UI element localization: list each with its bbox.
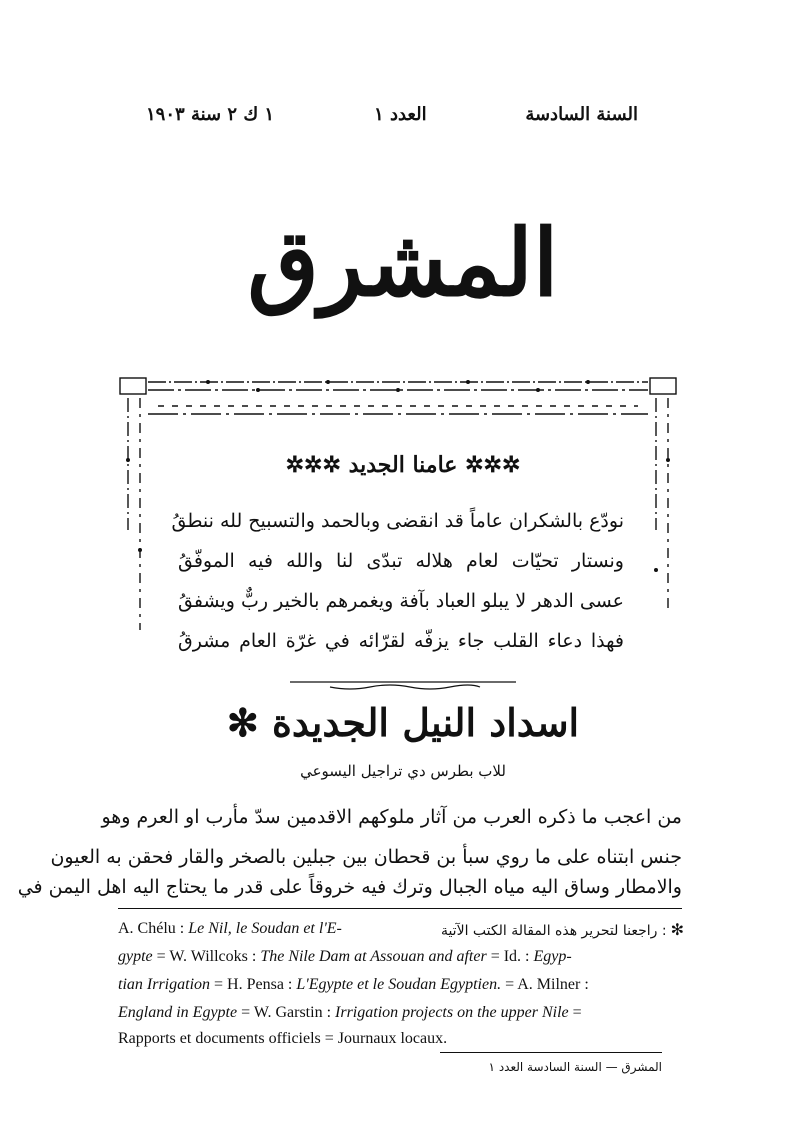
footnote-title: L'Egypte et le Soudan Egyptien. [296, 976, 502, 993]
footnote-line [118, 948, 684, 966]
footnote-intro: راجعنا لتحرير هذه المقالة الكتب الآتية : [440, 923, 667, 939]
footnote-title: The Nile Dam at Assouan and after [260, 948, 487, 965]
footnote-citation: = W. Garstin : [237, 1004, 336, 1021]
footnote-citation: = H. Pensa : [210, 976, 297, 993]
running-footer: المشرق — السنة السادسة العدد ١ [488, 1060, 662, 1074]
poem-title: ✲✲✲ عامنا الجديد ✲✲✲ [285, 452, 521, 478]
masthead-title: المشرق [247, 209, 559, 317]
footnote-citation: = W. Willcoks : [152, 948, 261, 965]
footnote-title: gypte [118, 948, 153, 965]
footnote-line [118, 976, 684, 994]
poem-line: نودّع بالشكران عاماً قد انقضى وبالحمد والتسبيح لله ننطقُ [171, 510, 624, 532]
footnote-title: Irrigation projects on the upper Nile [335, 1004, 569, 1021]
article-author: للاب بطرس دي تراجيل اليسوعي [300, 762, 506, 780]
footnote-line: Rapports et documents officiels = Journaux locaux. [118, 1030, 448, 1047]
footnote-citation: A. Chélu : [118, 920, 189, 937]
footnote-title: Le Nil, le Soudan et l'E- [188, 920, 342, 937]
header-date: ١ ك ٢ سنة ١٩٠٣ [146, 104, 275, 125]
footnote-citation: = Id. : [486, 948, 534, 965]
poem-line: ونستار تحيّات لعام هلاله تبدّى لنا والله فيه الموفّقُ [178, 550, 624, 572]
poem-line: عسى الدهر لا يبلو العباد بآفة ويغمرهم بالخير ربٌّ ويشفقُ [178, 590, 624, 612]
header-year: السنة السادسة [525, 104, 638, 125]
footnote-title: tian Irrigation [118, 976, 211, 993]
footnote-citation: = [568, 1004, 582, 1021]
footnote-title: England in Egypte [118, 1004, 238, 1021]
footnote-rule [118, 908, 682, 909]
footnote-line [118, 920, 684, 940]
footer-rule [440, 1052, 662, 1053]
footnote-marker: ✻ [670, 922, 684, 939]
body-line: من اعجب ما ذكره العرب من آثار ملوكهم الاقدمين سدّ مأرب او العرم وهو [101, 806, 682, 828]
poem-line: فهذا دعاء القلب جاء يزفّه لقرّائه في غرّة العام مشرقُ [178, 630, 624, 652]
body-line: جنس ابتناه على ما روي سبأ بن قحطان بين جبلين بالصخر والقار فحقن به العيون [50, 846, 682, 868]
article-title: اسداد النيل الجديدة ✻ [226, 700, 580, 745]
footnote-title: Egyp- [533, 948, 572, 965]
footnote-citation: = A. Milner : [501, 976, 589, 993]
section-divider [290, 678, 516, 692]
header-issue: العدد ١ [374, 104, 427, 125]
body-line: والامطار وساق اليه مياه الجبال وترك فيه خروقاً على قدر ما يحتاج اليه اهل اليمن في [17, 876, 682, 898]
footnote-line [118, 1004, 684, 1022]
